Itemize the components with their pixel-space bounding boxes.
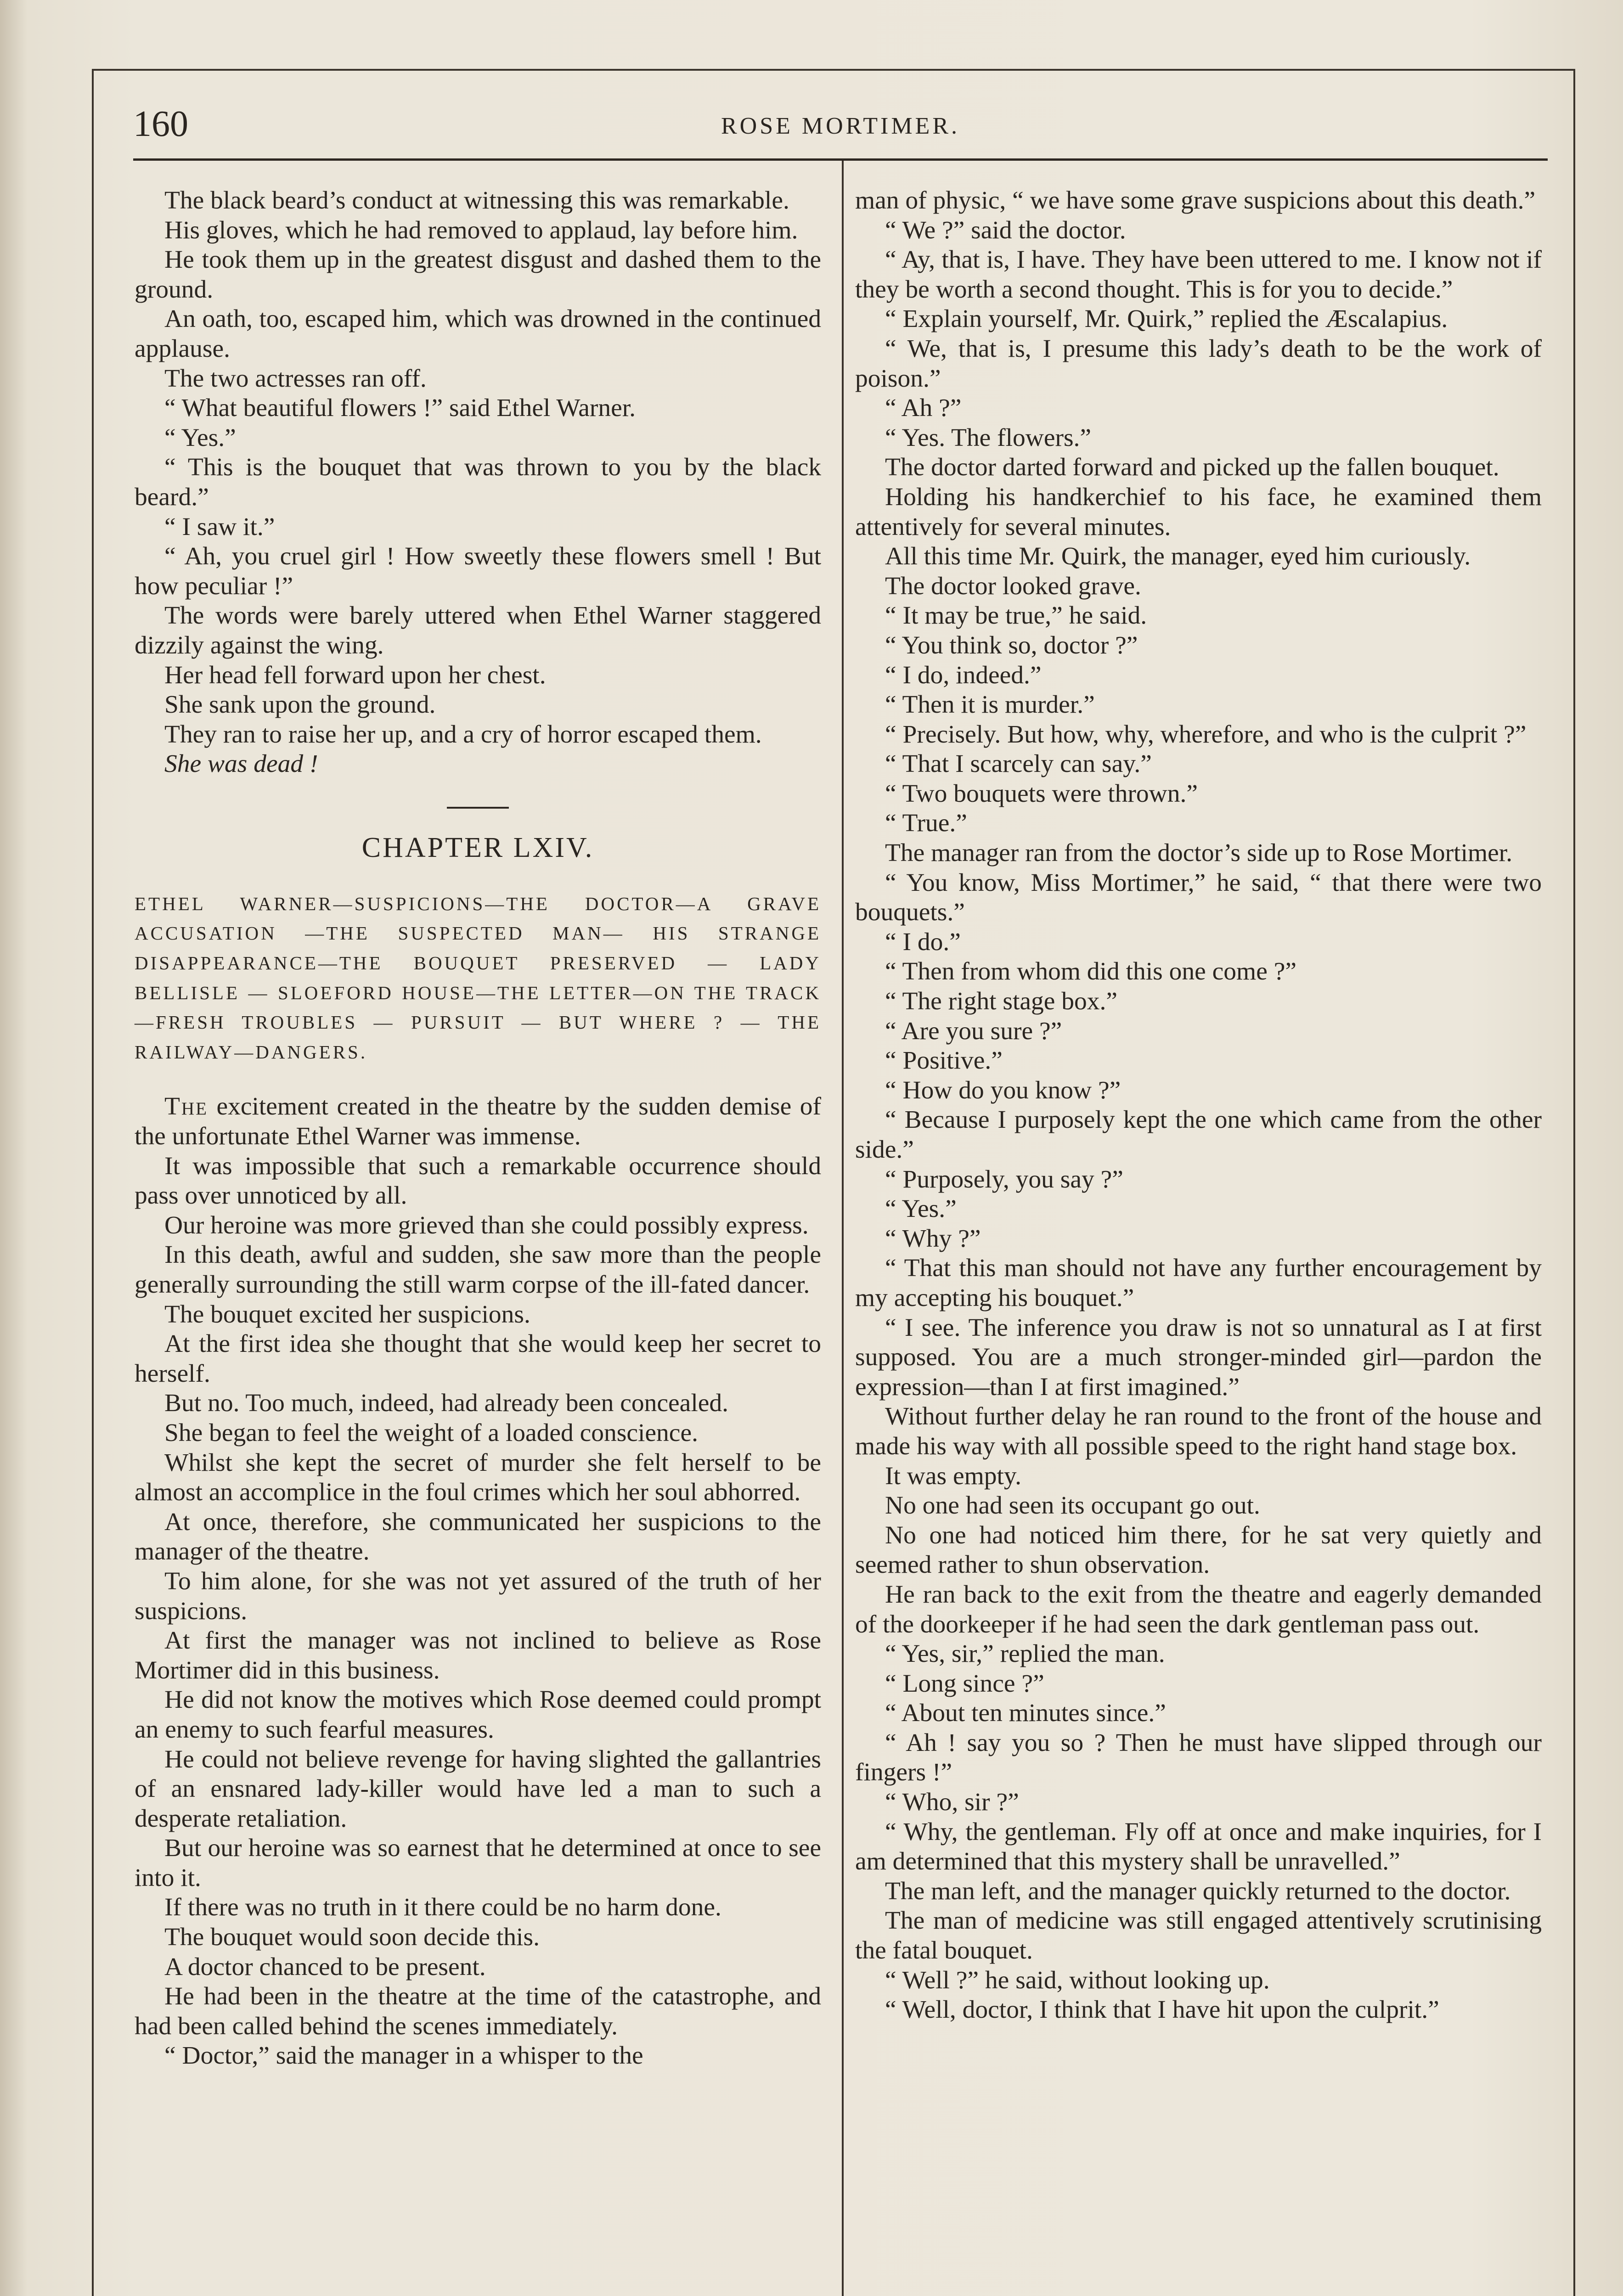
paragraph: At first the manager was not inclined to believe as Rose Mortimer did in this business. — [135, 1626, 821, 1684]
paragraph: “ Ah, you cruel girl ! How sweetly these flowers smell ! But how peculiar !” — [135, 542, 821, 600]
paragraph: “ Yes. The flowers.” — [885, 423, 1092, 452]
paragraph: “ Ah ?” — [885, 394, 962, 422]
paragraph: The black beard’s conduct at witnessing this was remarkable. — [164, 186, 789, 214]
paragraph: Holding his handkerchief to his face, he examined them attentively for several minutes. — [855, 483, 1542, 541]
paragraph: To him alone, for she was not yet assured of the truth of her suspicions. — [135, 1567, 821, 1625]
paragraph: “ Positive.” — [885, 1047, 1003, 1075]
paragraph: The bouquet excited her suspicions. — [164, 1300, 530, 1328]
paragraph: “ Ay, that is, I have. They have been uttered to me. I know not if they be worth a second thought. This is for you to decide.” — [855, 246, 1542, 304]
chapter-title: CHAPTER LXIV. — [361, 832, 594, 863]
paragraph: The man left, and the manager quickly returned to the doctor. — [885, 1877, 1511, 1905]
left-paragraphs-before — [135, 186, 821, 749]
paragraph: Whilst she kept the secret of murder she felt herself to be almost an accomplice in the foul crimes which her soul abhorred. — [135, 1448, 821, 1507]
paragraph: In this death, awful and sudden, she saw more than the people generally surrounding the still warm corpse of the ill-fated dancer. — [135, 1241, 821, 1299]
column-divider — [842, 161, 844, 2296]
paragraph: “ Why, the gentleman. Fly off at once and make inquiries, for I am determined that this mystery shall be unravelled.” — [855, 1818, 1542, 1876]
paragraph: “ True.” — [885, 809, 967, 838]
paragraph: “ Explain yourself, Mr. Quirk,” replied the Æscalapius. — [885, 305, 1448, 333]
paragraph: “ Are you sure ?” — [885, 1017, 1062, 1045]
paragraph: “ Yes.” — [164, 423, 236, 452]
paragraph: At once, therefore, she communicated her suspicions to the manager of the theatre. — [135, 1508, 821, 1566]
paragraph: At the first idea she thought that she would keep her secret to herself. — [135, 1330, 821, 1388]
paragraph: “ We, that is, I presume this lady’s death to be the work of poison.” — [855, 334, 1542, 393]
paragraph: “ Yes.” — [885, 1195, 957, 1223]
paragraph: All this time Mr. Quirk, the manager, eyed him curiously. — [885, 542, 1471, 571]
paragraph: She sank upon the ground. — [164, 691, 436, 719]
paragraph: “ Because I purposely kept the one which came from the other side.” — [855, 1106, 1542, 1164]
paragraph: “ Doctor,” said the manager in a whisper to the — [164, 2042, 643, 2070]
paragraph: She began to feel the weight of a loaded conscience. — [164, 1418, 698, 1447]
paragraph: “ Well, doctor, I think that I have hit upon the culprit.” — [885, 1996, 1439, 2024]
paragraph: It was impossible that such a remarkable occurrence should pass over unnoticed by all. — [135, 1152, 821, 1210]
paragraph: “ Precisely. But how, why, wherefore, and who is the culprit ?” — [885, 720, 1527, 748]
paragraph: “ Yes, sir,” replied the man. — [885, 1640, 1165, 1668]
paragraph: It was empty. — [885, 1462, 1021, 1490]
paragraph: The bouquet would soon decide this. — [164, 1923, 540, 1952]
paragraph: No one had seen its occupant go out. — [885, 1491, 1260, 1520]
opening-rest: excitement created in the theatre by the sudden demise of the unfortunate Ethel Warner was immense. — [135, 1092, 821, 1151]
paragraph: A doctor chanced to be present. — [164, 1953, 486, 1981]
paragraph: Our heroine was more grieved than she could possibly express. — [164, 1211, 809, 1239]
paragraph: His gloves, which he had removed to applaud, lay before him. — [164, 216, 798, 244]
closing-italic: She was dead ! — [164, 750, 318, 778]
chapter-opening-paragraph — [135, 1092, 821, 1151]
paragraph: The words were barely uttered when Ethel Warner staggered dizzily against the wing. — [135, 602, 821, 659]
paragraph: “ I saw it.” — [164, 512, 275, 541]
paragraph: The manager ran from the doctor’s side up to Rose Mortimer. — [885, 839, 1513, 867]
paragraph: “ Ah ! say you so ? Then he must have slipped through our fingers !” — [855, 1728, 1542, 1787]
chapter-rule — [447, 807, 509, 809]
opening-word: The — [164, 1092, 208, 1121]
right-column — [855, 186, 1542, 2025]
paragraph: The doctor looked grave. — [885, 572, 1141, 600]
paragraph: “ That I scarcely can say.” — [885, 750, 1152, 778]
paragraph: Her head fell forward upon her chest. — [164, 661, 546, 689]
paragraph: “ We ?” said the doctor. — [885, 216, 1126, 244]
paragraph: “ How do you know ?” — [885, 1076, 1121, 1104]
paragraph: He did not know the motives which Rose deemed could prompt an enemy to such fearful measures. — [135, 1686, 821, 1744]
chapter-synopsis: ETHEL WARNER—SUSPICIONS—THE DOCTOR—A GRAVE ACCUSATION —THE SUSPECTED MAN— HIS STRANGE DISAPPEARANCE—THE BOUQUET PRESERVED — LADY BELLISLE — SLOEFORD HOUSE—THE LETTER—ON THE TRACK—FRESH TROUBLES — PURSUIT — BUT WHERE ? — THE RAILWAY—DANGERS. — [135, 893, 821, 1063]
paragraph: “ You think so, doctor ?” — [885, 631, 1138, 659]
paragraph: “ Who, sir ?” — [885, 1788, 1019, 1817]
paragraph: No one had noticed him there, for he sat very quietly and seemed rather to shun observation. — [855, 1521, 1542, 1579]
paragraph: He took them up in the greatest disgust and dashed them to the ground. — [135, 246, 821, 304]
paragraph: “ I do, indeed.” — [885, 661, 1042, 689]
paragraph: If there was no truth in it there could be no harm done. — [164, 1893, 721, 1922]
paragraph: “ Purposely, you say ?” — [885, 1165, 1123, 1193]
paragraph: “ I do.” — [885, 928, 961, 956]
paragraph: “ Then from whom did this one come ?” — [885, 957, 1296, 986]
paragraph: The two actresses ran off. — [164, 364, 427, 393]
paragraph: “ Well ?” he said, without looking up. — [885, 1966, 1270, 1994]
running-head: ROSE MORTIMER. — [721, 113, 960, 139]
paragraph: “ About ten minutes since.” — [885, 1699, 1166, 1728]
paragraph: “ Then it is murder.” — [885, 691, 1095, 719]
paragraph: The man of medicine was still engaged attentively scrutinising the fatal bouquet. — [855, 1907, 1542, 1965]
paragraph: “ This is the bouquet that was thrown to you by the black beard.” — [135, 453, 821, 511]
paragraph: “ I see. The inference you draw is not so unnatural as I at first supposed. You are a much stronger-minded girl—pardon the expression—than I at first imagined.” — [855, 1313, 1542, 1401]
paragraph: But no. Too much, indeed, had already been concealed. — [164, 1389, 728, 1418]
paragraph: “ Long since ?” — [885, 1669, 1044, 1698]
paragraph: They ran to raise her up, and a cry of horror escaped them. — [164, 720, 762, 748]
continuation-paragraph: man of physic, “ we have some grave suspicions about this death.” — [855, 186, 1536, 214]
paragraph: The doctor darted forward and picked up the fallen bouquet. — [885, 453, 1499, 482]
paragraph: “ Why ?” — [885, 1224, 981, 1253]
page-number: 160 — [133, 104, 188, 144]
paragraph: “ It may be true,” he said. — [885, 602, 1147, 630]
paragraph: He ran back to the exit from the theatre and eagerly demanded of the doorkeeper if he had seen the dark gentleman pass out. — [855, 1580, 1542, 1638]
right-paragraphs — [855, 216, 1542, 2025]
left-paragraphs-after — [135, 1152, 821, 2071]
left-column — [135, 186, 821, 2071]
paragraph: “ You know, Miss Mortimer,” he said, “ that there were two bouquets.” — [855, 868, 1542, 927]
paragraph: Without further delay he ran round to the front of the house and made his way with all possible speed to the right hand stage box. — [855, 1402, 1542, 1460]
page-header — [133, 99, 1548, 154]
paragraph: He had been in the theatre at the time of the catastrophe, and had been called behind the scenes immediately. — [135, 1982, 821, 2040]
paragraph: But our heroine was so earnest that he determined at once to see into it. — [135, 1834, 821, 1892]
paragraph: He could not believe revenge for having slighted the gallantries of an ensnared lady-killer would have led a man to such a desperate retaliation. — [135, 1745, 821, 1833]
paragraph: “ What beautiful flowers !” said Ethel Warner. — [164, 394, 636, 422]
paragraph: An oath, too, escaped him, which was drowned in the continued applause. — [135, 305, 821, 363]
closing-line — [135, 749, 821, 779]
paragraph: “ That this man should not have any further encouragement by my accepting his bouquet.” — [855, 1254, 1542, 1312]
paragraph: “ The right stage box.” — [885, 987, 1118, 1016]
header-rule — [133, 158, 1548, 161]
paragraph: “ Two bouquets were thrown.” — [885, 779, 1198, 808]
